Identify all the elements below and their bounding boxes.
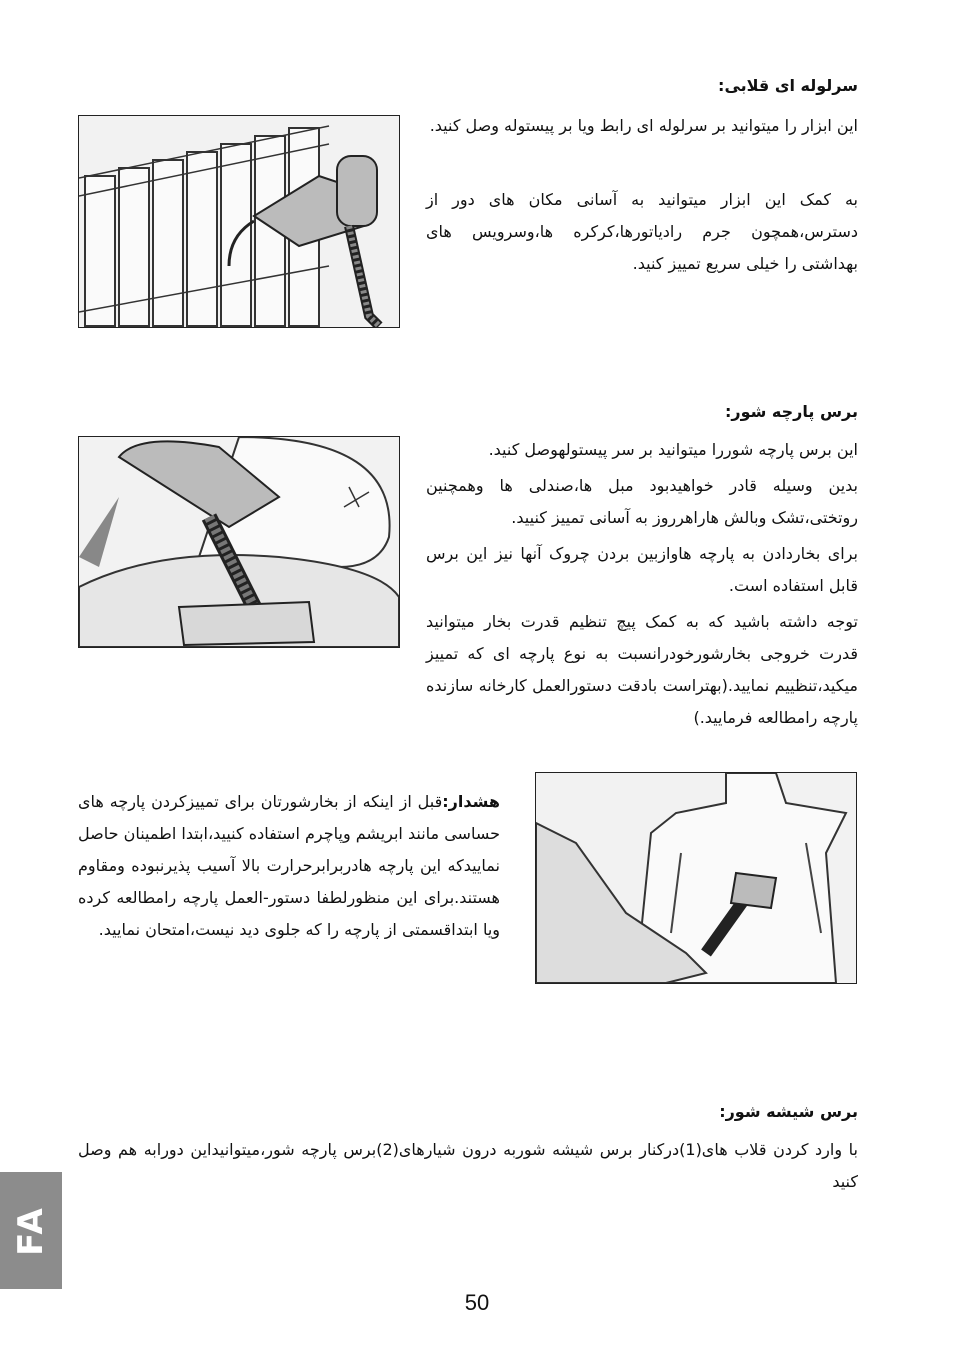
language-tab <box>0 1172 62 1289</box>
page-number: 50 <box>464 1290 490 1315</box>
warning-label: هشدار: <box>442 792 500 811</box>
sofa-cleaning-illustration <box>78 436 400 648</box>
glass-brush-title: برس شیشه شور: <box>719 1102 858 1121</box>
warning-text <box>78 786 500 946</box>
warning-paragraph <box>78 786 500 946</box>
hook-nozzle-p1: این ابزار را میتوانید بر سرلوله ای رابط ویا بر پیستوله وصل کنید. <box>429 116 858 135</box>
hook-nozzle-title: سرلوله ای قلابی: <box>718 76 858 95</box>
hook-nozzle-text <box>426 110 858 280</box>
fabric-brush-p3: برای بخاردادن به پارچه هاوازبین بردن چروک آنها نیز این برس قابل استفاده است. <box>426 544 858 595</box>
language-tab-label: FA <box>11 1205 51 1256</box>
fabric-brush-title: برس پارچه شور: <box>724 402 858 421</box>
warning-body: قبل از اینکه از بخارشورتان برای تمییزکردن پارچه های حساسی مانند ابریشم وپاچرم استفاده کنیید،ابتدا اطمینان حاصل نماییدکه این پارچه هادربرابرحرارت بالا آسیب پذیرنبوده ومقاوم هستند.برای این منظورلطفا دستور-العمل پارچه رامطالعه کرده ویا ابتداقسمتی از پارچه را که جلوی دید نیست،امتحان نمایید. <box>78 792 500 939</box>
fabric-brush-p1: این برس پارچه شوررا میتوانید بر سر پیستولهوصل کنید. <box>488 440 858 459</box>
radiator-cleaning-illustration <box>78 115 400 328</box>
hook-nozzle-p2: به کمک این ابزار میتوانید به آسانی مکان های دور از دسترس،همچون جرم رادیاتورها،کرکره ها،وسرویس های بهداشتی را خیلی سریع تمییز کنید. <box>426 190 858 273</box>
fabric-brush-p4: توجه داشته باشید که به کمک پیچ تنظیم قدرت بخار میتوانید قدرت خروجی بخارشورخودرانسبت به نوع پارچه ای که تمییز میکید،تنظییم نمایید.(بهتراست بادقت دستورالعمل کارخانه سازنده پارچه رامطالعه فرمایید.) <box>426 612 858 727</box>
fabric-brush-p2: بدین وسیله قادر خواهیدبود مبل ها،صندلی ها وهمچنین روتختی،تشک وبالش هاراهرروز به آسانی تمییز کنیید. <box>426 476 858 527</box>
shirt-steaming-illustration <box>535 772 857 984</box>
fabric-brush-text <box>426 434 858 734</box>
glass-brush-text <box>78 1134 858 1198</box>
glass-brush-p1: با وارد کردن قلاب های(1)درکنار برس شیشه شوربه درون شیارهای(2)برس پارچه شور،میتوانیداین دورابه هم وصل کنید <box>78 1140 858 1191</box>
